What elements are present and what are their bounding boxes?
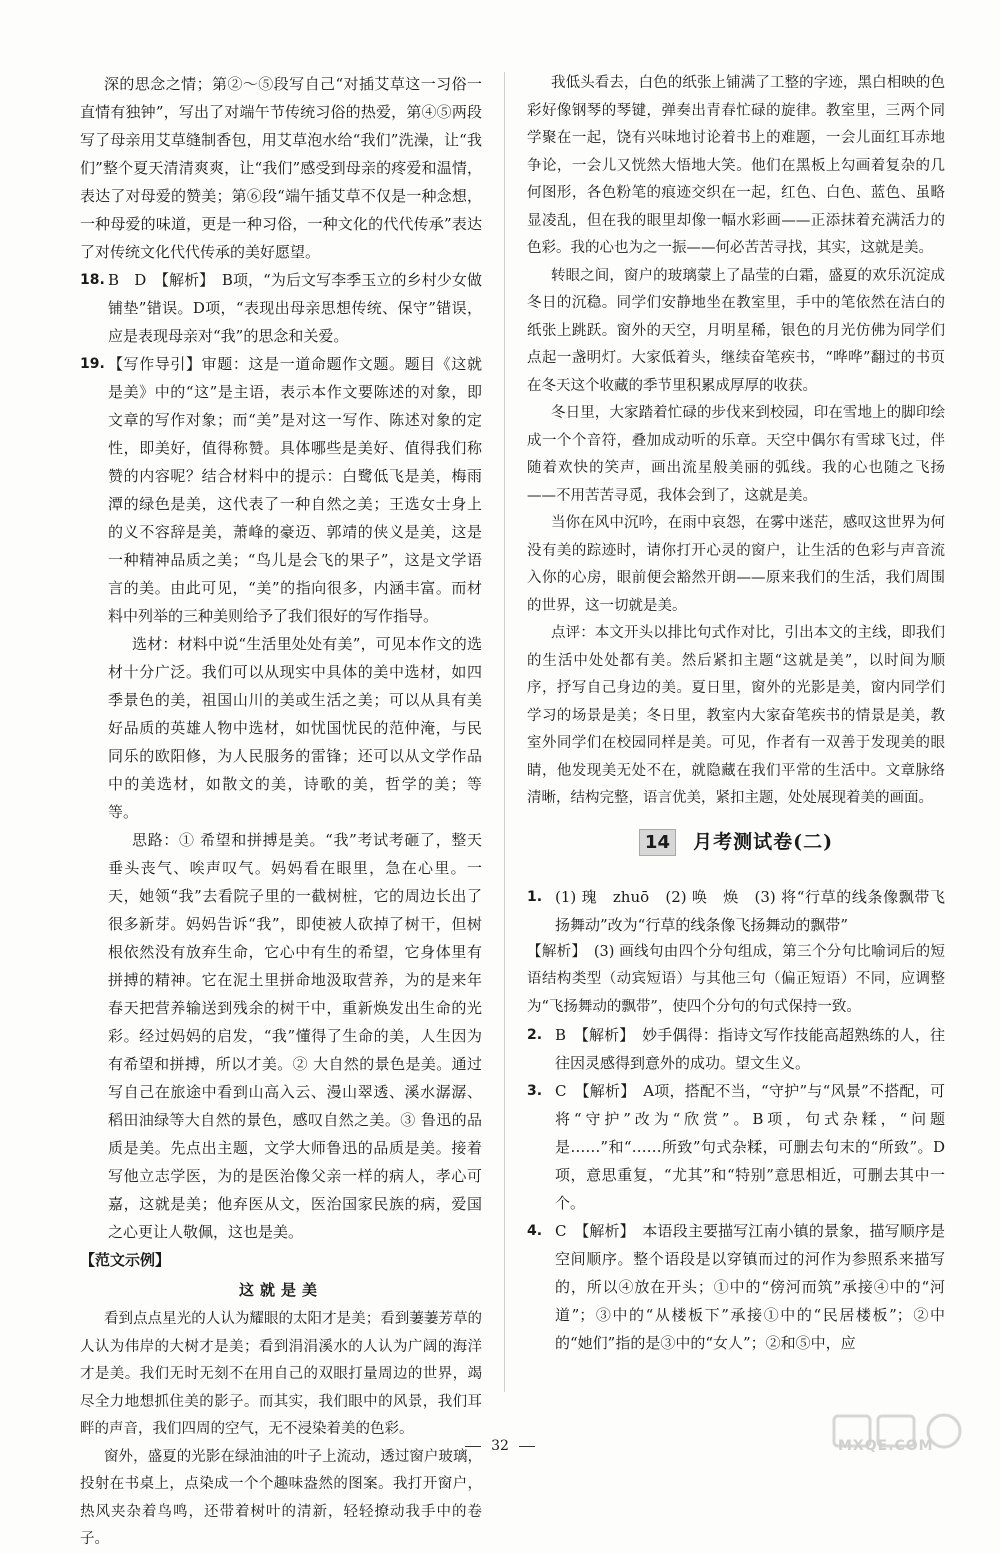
essay-comment: 点评：本文开头以排比句式作对比，引出本文的主线，即我们的生活中处处都有美。然后紧扣主题“这就是美”，以时间为顺序，抒写自己身边的美。夏日里，窗外的光影是美，窗内同学们学习的场景是美；冬日里，教室内大家奋笔疾书的情景是美，教室外同学们在校园同样是美。可见，作者有一双善于发现美的眼睛，他发现美无处不在，就隐藏在我们平常的生活中。文章脉络清晰，结构完整，语言优美，紧扣主题，处处展现着美的画面。 [527, 625, 945, 806]
page-number-text: 32 [491, 1438, 509, 1454]
material-selection: 选材：材料中说“生活里处处有美”，可见本作文的选材十分广泛。我们可以从现实中具体的美中选材，如四季景色的美，祖国山川的美或生活之美；可以从具有美好品质的英雄人物中选材，如忧国忧民的范仲淹，与民同乐的欧阳修，为人民服务的雷锋；还可以从文学作品中的美选材，如散文的美，诗歌的美，哲学的美；等等。 [108, 635, 482, 821]
sample-essay-label: 【范文示例】 [80, 1251, 171, 1269]
answer-19 [80, 350, 482, 630]
essay-paragraph: 窗外，盛夏的光影在绿油油的叶子上流动，透过窗户玻璃，投射在书桌上，点染成一个个趣味盎然的图案。我打开窗户，热风夹杂着鸟鸣，还带着树叶的清新，轻轻撩动我手中的卷子。 [80, 1448, 482, 1547]
section-number: 14 [639, 829, 676, 856]
answer-text: (1) 瑰 zhuō (2) 唤 焕 (3) 将“行草的线条像飘带飞扬舞动”改为“行草的线条像飞扬舞动的飘带” [555, 887, 945, 934]
answer-text: 【写作导引】审题：这是一道命题作文题。题目《这就是美》中的“这”是主语，表示本作文要陈述的对象，即文章的写作对象；而“美”是对这一写作、陈述对象的定性，即美好，值得称赞。具体哪些是美好、值得我们称赞的内容呢？结合材料中的提示：白鹭低飞是美，梅雨潭的绿色是美，这代表了一种自然之美；王选女士身上的义不容辞是美，萧峰的豪迈、郭靖的侠义是美，这是一种精神品质之美；“鸟儿是会飞的果子”，这是文学语言的美。由此可见，“美”的指向很多，内涵丰富。而材料中列举的三种美则给予了我们很好的写作指导。 [108, 355, 482, 625]
answer-text: C 【解析】 本语段主要描写江南小镇的景象，描写顺序是空间顺序。整个语段是以穿镇而过的河作为参照系来描写的，所以④放在开头；①中的“傍河而筑”承接④中的“河道”；③中的“从楼板下”承接①中的“民居楼板”；②中的“她们”指的是③中的“女人”；②和⑤中，应 [555, 1222, 945, 1352]
answer-4 [527, 1217, 945, 1357]
essay-paragraph: 转眼之间，窗户的玻璃蒙上了晶莹的白霜，盛夏的欢乐沉淀成冬日的沉稳。同学们安静地坐在教室里，手中的笔依然在洁白的纸张上跳跃。窗外的天空，月明星稀，银色的月光仿佛为同学们点起一盏明灯。大家低着头，继续奋笔疾书，“哗哗”翻过的书页在冬天这个收藏的季节里积累成厚厚的收获。 [527, 267, 945, 394]
question-number: 3. [527, 1083, 543, 1099]
writing-approach: 思路：① 希望和拼搏是美。“我”考试考砸了，整天垂头丧气、唉声叹气。妈妈看在眼里，急在心里。一天，她领“我”去看院子里的一截树桩，它的周边长出了很多新芽。妈妈告诉“我”，即使被人砍掉了树干，但树根依然没有放弃生命，它心中有生的希望，它身体里有拼搏的精神。它在泥土里拼命地汲取营养，为的是来年春天把营养输送到残余的树干中，重新焕发出生命的光彩。经过妈妈的启发，“我”懂得了生命的美，人生因为有希望和拼搏，所以才美。② 大自然的景色是美。通过写自己在旅途中看到山高入云、漫山翠透、溪水潺潺、稻田油绿等大自然的景色，感叹自然之美。③ 鲁迅的品质是美。先点出主题，文学大师鲁迅的品质是美。接着写他立志学医，为的是医治像父亲一样的病人，孝心可嘉，这就是美；他弃医从文，医治国家民族的病，爱国之心更让人敬佩，这也是美。 [108, 831, 482, 1241]
section-title: 月考测试卷(二) [693, 830, 834, 853]
dash-right [519, 1446, 535, 1447]
dash-left [465, 1446, 481, 1447]
question-number: 18. [80, 272, 105, 288]
essay-paragraph: 冬日里，大家踏着忙碌的步伐来到校园，印在雪地上的脚印绘成一个个音符，叠加成动听的乐章。天空中偶尔有雪球飞过，伴随着欢快的笑声，画出流星般美丽的弧线。我的心也随之飞扬——不用苦苦寻觅，我体会到了，这就是美。 [527, 405, 945, 504]
essay-paragraph: 当你在风中沉吟，在雨中哀怨，在雾中迷茫，感叹这世界为何没有美的踪迹时，请你打开心灵的窗户，让生活的色彩与声音流入你的心房，眼前便会豁然开朗——原来我们的生活，我们周围的世界，这一切就是美。 [527, 515, 945, 614]
left-column [80, 70, 482, 1554]
question-number: 1. [527, 888, 543, 905]
column-divider [504, 72, 505, 1392]
answer-text: B 【解析】 妙手偶得：指诗文写作技能高超熟练的人，往往因灵感得到意外的成功。望文生义。 [555, 1026, 945, 1072]
essay-paragraph: 我低头看去，白色的纸张上铺满了工整的字迹，黑白相映的色彩好像钢琴的琴键，弹奏出青春忙碌的旋律。教室里，三两个同学聚在一起，饶有兴味地讨论着书上的难题，一会儿面红耳赤地争论，一会儿又恍然大悟地大笑。他们在黑板上勾画着复杂的几何图形，各色粉笔的痕迹交织在一起，红色、白色、蓝色、虽略显凌乱，但在我的眼里却像一幅水彩画——正添抹着充满活力的色彩。我的心也为之一振——何必苦苦寻找，其实，这就是美。 [527, 75, 945, 256]
answer-text: C 【解析】 A项，搭配不当，“守护”与“风景”不搭配，可将“守护”改为“欣赏”。B项，句式杂糅，“问题是……”和“……所致”句式杂糅，可删去句末的“所致”。D项，意思重复，“尤其”和“特别”意思相近，可删去其中一个。 [555, 1082, 945, 1212]
answer-3 [527, 1077, 945, 1217]
section-heading [527, 827, 945, 869]
essay-paragraph: 看到点点星光的人认为耀眼的太阳才是美；看到萋萋芳草的人认为伟岸的大树才是美；看到涓涓溪水的人认为广阔的海洋才是美。我们无时无刻不在用自己的双眼打量周边的世界，竭尽全力地想抓住美的影子。而其实，我们眼中的风景，我们耳畔的声音，我们四周的空气，无不浸染着美的色彩。 [80, 1311, 482, 1437]
question-number: 19. [80, 356, 105, 372]
answer-1 [527, 883, 945, 939]
essay-title: 这就是美 [238, 1281, 323, 1299]
question-number: 2. [527, 1027, 543, 1043]
question-number: 4. [527, 1223, 543, 1239]
answer-text: B D 【解析】 B项，“为后文写李季玉立的乡村少女做铺垫”错误。D项，“表现出母亲思想传统、保守”错误，应是表现母亲对“我”的思念和关爱。 [108, 271, 482, 345]
watermark-text: MXQE.COM [838, 1438, 934, 1454]
answer-1-analysis: 【解析】 (3) 画线句由四个分句组成，第三个分句比喻词后的短语结构类型（动宾短语）与其他三句（偏正短语）不同，应调整为“飞扬舞动的飘带”，使四个分句的句式保持一致。 [527, 943, 945, 1015]
right-column [527, 70, 945, 1357]
analysis-continuation: 深的思念之情；第②～⑤段写自己“对插艾草这一习俗一直情有独钟”，写出了对端午节传统习俗的热爱，第④⑤两段写了母亲用艾草缝制香包，用艾草泡水给“我们”洗澡，让“我们”整个夏天清清爽爽，让“我们”感受到母亲的疼爱和温情，表达了对母爱的赞美；第⑥段“端午插艾草不仅是一种念想，一种母爱的味道，更是一种习俗，一种文化的代代传承”表达了对传统文化代代传承的美好愿望。 [80, 75, 482, 261]
answer-2 [527, 1021, 945, 1077]
answer-18 [80, 266, 482, 350]
